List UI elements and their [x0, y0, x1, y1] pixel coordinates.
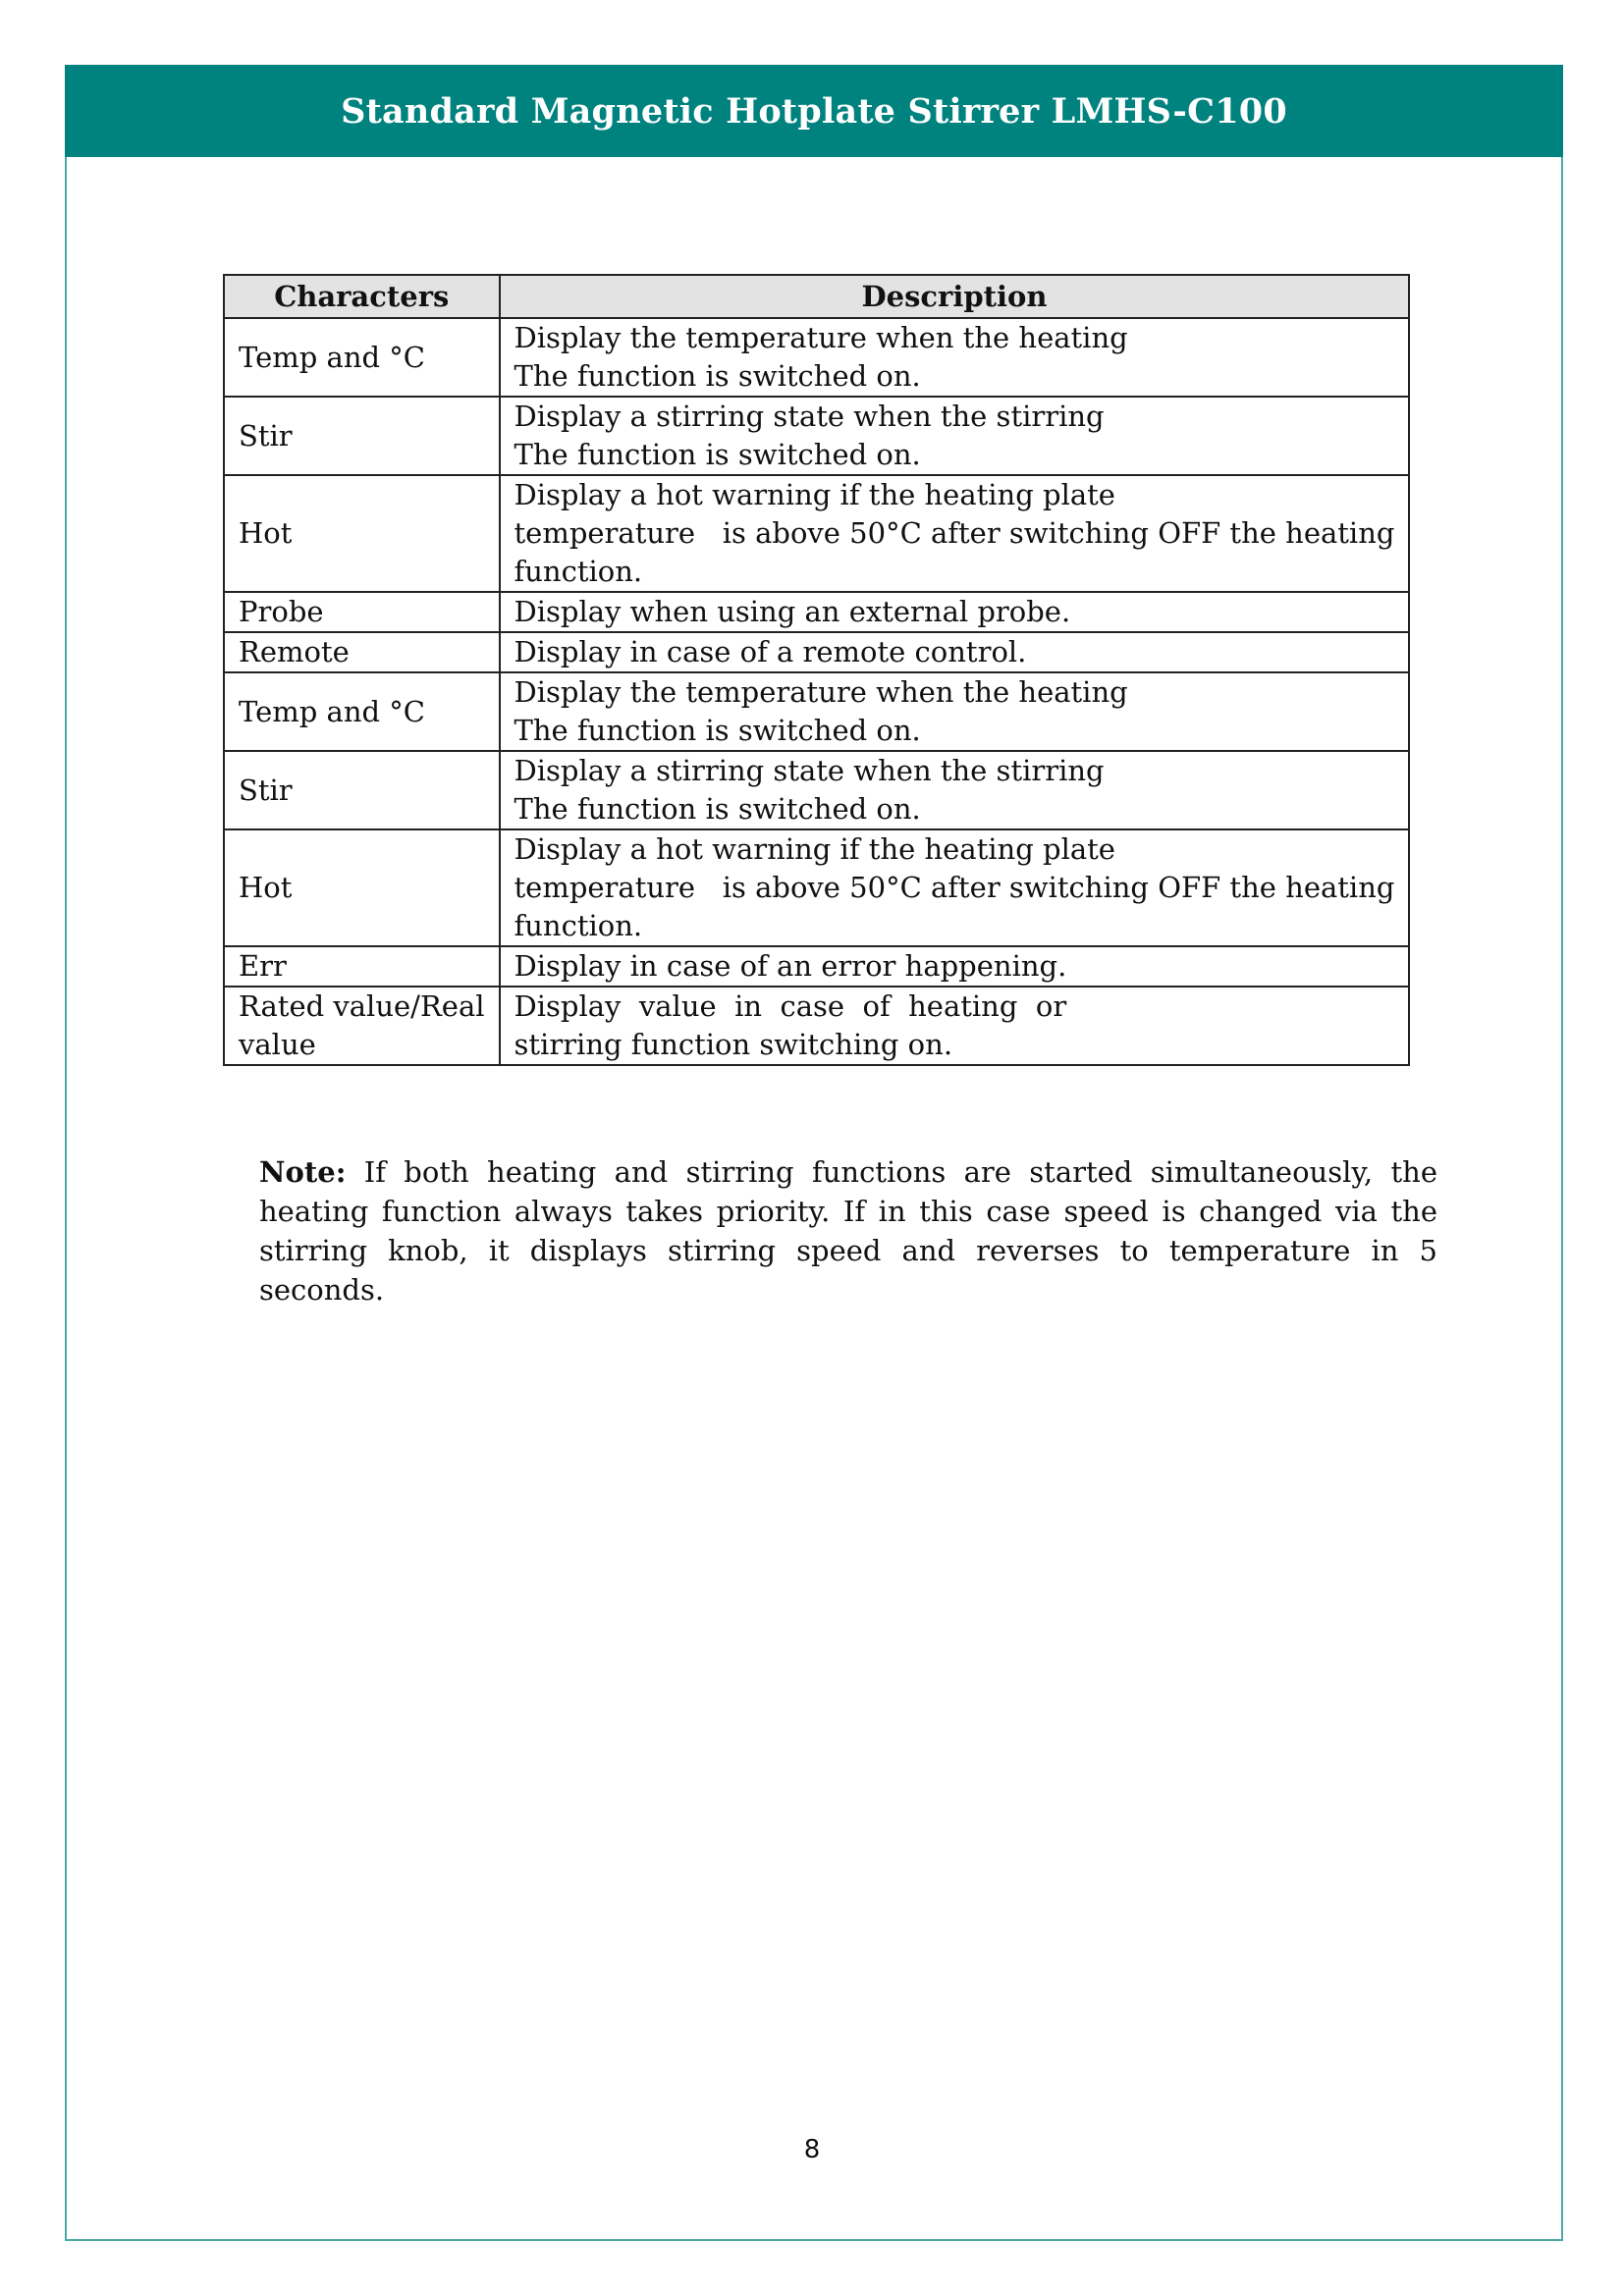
page-title: Standard Magnetic Hotplate Stirrer LMHS-C100 — [341, 90, 1287, 132]
description-cell — [500, 397, 1410, 475]
character-text: Remote — [239, 635, 350, 668]
table-row — [224, 829, 1409, 946]
character-text: Rated value/Real — [239, 989, 485, 1023]
description-text: Display in case of a remote control. — [514, 635, 1027, 668]
description-cell — [500, 318, 1410, 397]
description-text: temperature is above 50°C after switching OFF the heating — [514, 516, 1395, 550]
description-text: The function is switched on. — [514, 792, 921, 826]
character-cell — [224, 318, 500, 397]
note-label: Note: — [259, 1155, 347, 1189]
description-text: function. — [514, 909, 643, 942]
description-text: Display when using an external probe. — [514, 595, 1071, 628]
character-cell — [224, 672, 500, 751]
table-row — [224, 397, 1409, 475]
character-text: Err — [239, 949, 287, 983]
description-text: Display a hot warning if the heating plate — [514, 478, 1115, 511]
character-cell — [224, 987, 500, 1065]
description-text: Display value in case of heating or — [514, 989, 1067, 1023]
character-text: Temp and °C — [239, 340, 425, 374]
character-text: value — [239, 1028, 316, 1061]
description-text: temperature is above 50°C after switching OFF the heating — [514, 871, 1395, 904]
description-text: stirring function switching on. — [514, 1028, 953, 1061]
character-cell — [224, 751, 500, 829]
description-text: Display a stirring state when the stirring — [514, 754, 1105, 787]
description-cell — [500, 672, 1410, 751]
description-cell — [500, 987, 1410, 1065]
table-body — [224, 318, 1409, 1065]
column-header-description: Description — [500, 275, 1410, 318]
table-row — [224, 672, 1409, 751]
character-text: Hot — [239, 871, 293, 904]
description-text: Display the temperature when the heating — [514, 321, 1128, 354]
description-cell — [500, 829, 1410, 946]
description-cell — [500, 475, 1410, 592]
character-cell — [224, 397, 500, 475]
table-row — [224, 946, 1409, 987]
description-text: Display in case of an error happening. — [514, 949, 1067, 983]
table-row — [224, 632, 1409, 672]
description-text: Display a stirring state when the stirring — [514, 400, 1105, 433]
note-text: If both heating and stirring functions are started simultaneously, the heating function always takes priority. If in this case speed is changed via the stirring knob, it displays stirring speed and reverses to temperature in 5 seconds. — [259, 1155, 1437, 1307]
description-text: function. — [514, 555, 643, 588]
table-row — [224, 318, 1409, 397]
description-cell — [500, 592, 1410, 632]
column-header-characters: Characters — [224, 275, 500, 318]
characters-table — [223, 274, 1410, 1066]
character-cell — [224, 829, 500, 946]
table-row — [224, 751, 1409, 829]
description-cell — [500, 946, 1410, 987]
table-row — [224, 592, 1409, 632]
character-text: Stir — [239, 773, 293, 807]
table-row — [224, 475, 1409, 592]
description-cell — [500, 632, 1410, 672]
character-text: Temp and °C — [239, 694, 425, 728]
character-text: Probe — [239, 595, 324, 628]
description-text: Display a hot warning if the heating plate — [514, 832, 1115, 866]
character-cell — [224, 946, 500, 987]
character-text: Hot — [239, 516, 293, 550]
table-row — [224, 987, 1409, 1065]
table-header-row — [224, 275, 1409, 318]
page-number: 8 — [803, 2135, 821, 2164]
character-cell — [224, 632, 500, 672]
description-text: Display the temperature when the heating — [514, 675, 1128, 709]
character-cell — [224, 592, 500, 632]
description-cell — [500, 751, 1410, 829]
character-text: Stir — [239, 418, 293, 453]
description-text: The function is switched on. — [514, 438, 921, 471]
note-paragraph — [259, 1152, 1437, 1309]
header-bar — [65, 65, 1563, 157]
character-cell — [224, 475, 500, 592]
description-text: The function is switched on. — [514, 359, 921, 393]
description-text: The function is switched on. — [514, 714, 921, 747]
